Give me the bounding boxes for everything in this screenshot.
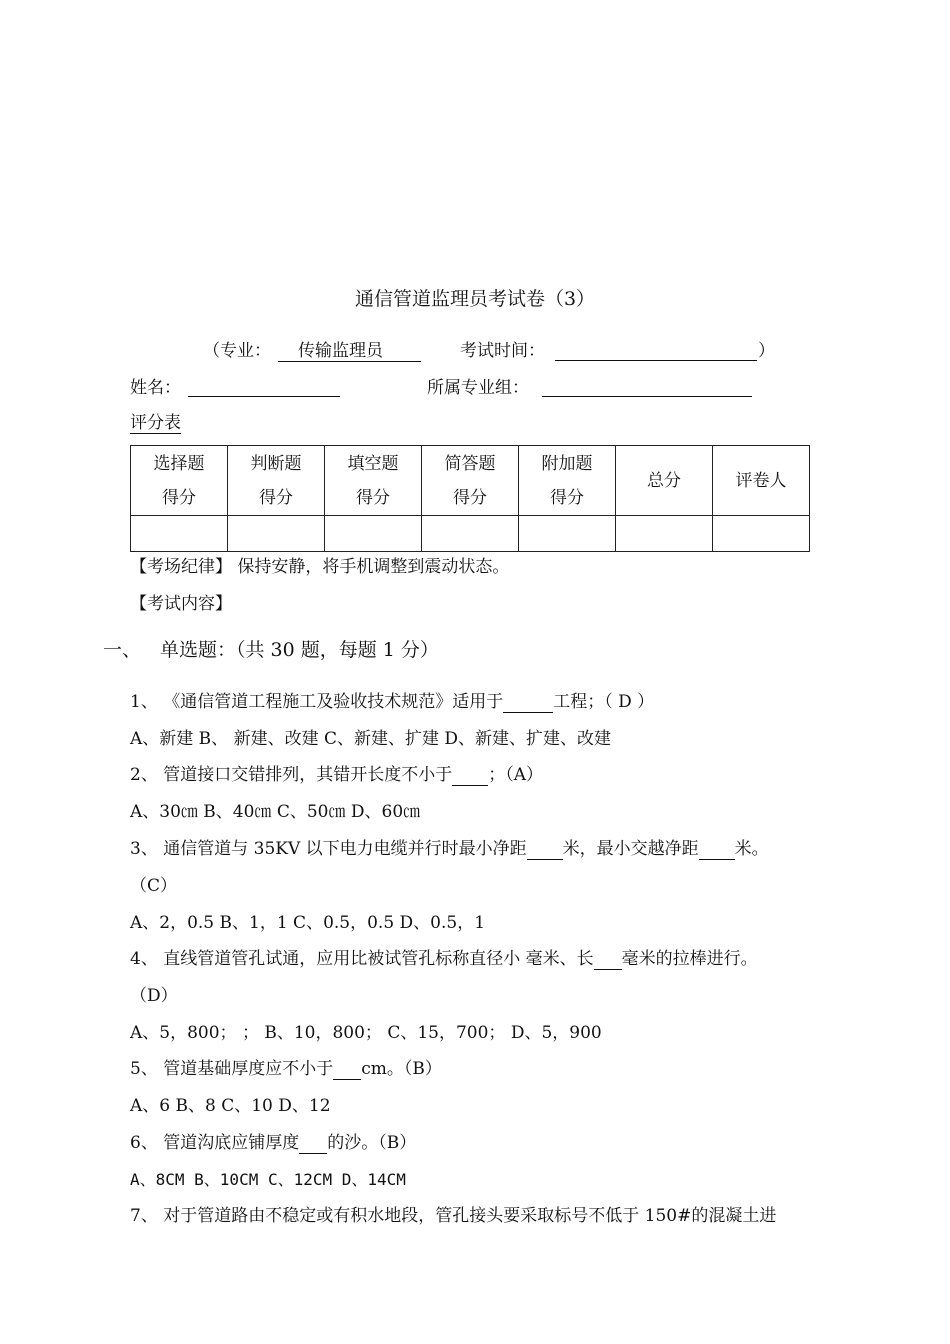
section-title: 单选题：（共 30 题，每题 1 分）	[160, 639, 439, 661]
score-table	[130, 445, 810, 552]
question-4-answer: （D）	[130, 986, 178, 1006]
major-prefix: （专业：	[203, 341, 271, 361]
question-3-answer: （C）	[130, 876, 178, 896]
score-cell[interactable]	[713, 516, 810, 552]
question-5: 5、 管道基础厚度应不小于 cm。（B）	[130, 1059, 442, 1079]
exam-content-heading: 【考试内容】	[130, 594, 232, 614]
header-cell: 判断题 得分	[228, 446, 325, 516]
question-2: 2、 管道接口交错排列，其错开长度不小于 ；（A）	[130, 765, 544, 785]
score-cell[interactable]	[616, 516, 713, 552]
header-cell: 评卷人	[713, 446, 810, 516]
blank[interactable]	[452, 765, 488, 786]
question-3-options: A、2，0.5 B、1，1 C、0.5，0.5 D、0.5，1	[130, 913, 486, 933]
question-3: 3、 通信管道与 35KV 以下电力电缆并行时最小净距 米，最小交越净距 米。	[130, 839, 769, 859]
question-6: 6、 管道沟底应铺厚度 的沙。（B）	[130, 1133, 417, 1153]
blank[interactable]	[503, 692, 553, 713]
header-cell: 总分	[616, 446, 713, 516]
question-2-options: A、30㎝ B、40㎝ C、50㎝ D、60㎝	[130, 802, 421, 822]
major-value: 传输监理员	[298, 341, 383, 361]
header-cell: 选择题 得分	[131, 446, 228, 516]
score-cell[interactable]	[519, 516, 616, 552]
score-cell[interactable]	[228, 516, 325, 552]
score-table-caption: 评分表	[130, 413, 181, 433]
blank[interactable]	[699, 839, 735, 860]
blank[interactable]	[333, 1059, 361, 1080]
question-6-options: A、8CM B、10CM C、12CM D、14CM	[130, 1170, 406, 1189]
header-cell: 附加题 得分	[519, 446, 616, 516]
name-label: 姓名：	[130, 378, 181, 398]
score-cell[interactable]	[325, 516, 422, 552]
major-field[interactable]	[278, 341, 421, 362]
score-cell[interactable]	[422, 516, 519, 552]
question-7: 7、 对于管道路由不稳定或有积水地段，管孔接头要采取标号不低于 150#的混凝土进	[130, 1206, 777, 1226]
exam-time-label: 考试时间：	[460, 341, 545, 361]
section-number: 一、	[103, 639, 142, 661]
header-cell: 填空题 得分	[325, 446, 422, 516]
blank[interactable]	[594, 949, 622, 970]
group-label: 所属专业组：	[427, 378, 529, 398]
blank[interactable]	[527, 839, 563, 860]
question-5-options: A、6 B、8 C、10 D、12	[130, 1096, 331, 1116]
exam-discipline: 【考场纪律】 保持安静，将手机调整到震动状态。	[130, 557, 510, 577]
blank[interactable]	[299, 1133, 327, 1154]
exam-title: 通信管道监理员考试卷（3）	[354, 288, 596, 310]
score-cell[interactable]	[131, 516, 228, 552]
question-4-options: A、5，800； ； B、10，800； C、15，700； D、5，900	[130, 1023, 602, 1043]
group-field[interactable]	[542, 396, 752, 397]
name-field[interactable]	[188, 396, 340, 397]
score-table-entry-row	[131, 516, 810, 552]
close-paren: ）	[758, 341, 775, 361]
header-cell: 简答题 得分	[422, 446, 519, 516]
question-1-options: A、新建 B、 新建、改建 C、新建、扩建 D、新建、扩建、改建	[130, 729, 612, 749]
score-table-header-row	[131, 446, 810, 516]
question-1: 1、 《通信管道工程施工及验收技术规范》适用于 工程；（ D ）	[130, 692, 655, 712]
question-4: 4、 直线管道管孔试通，应用比被试管孔标称直径小 毫米、长 毫米的拉棒进行。	[130, 949, 758, 969]
exam-time-field[interactable]	[555, 360, 757, 361]
